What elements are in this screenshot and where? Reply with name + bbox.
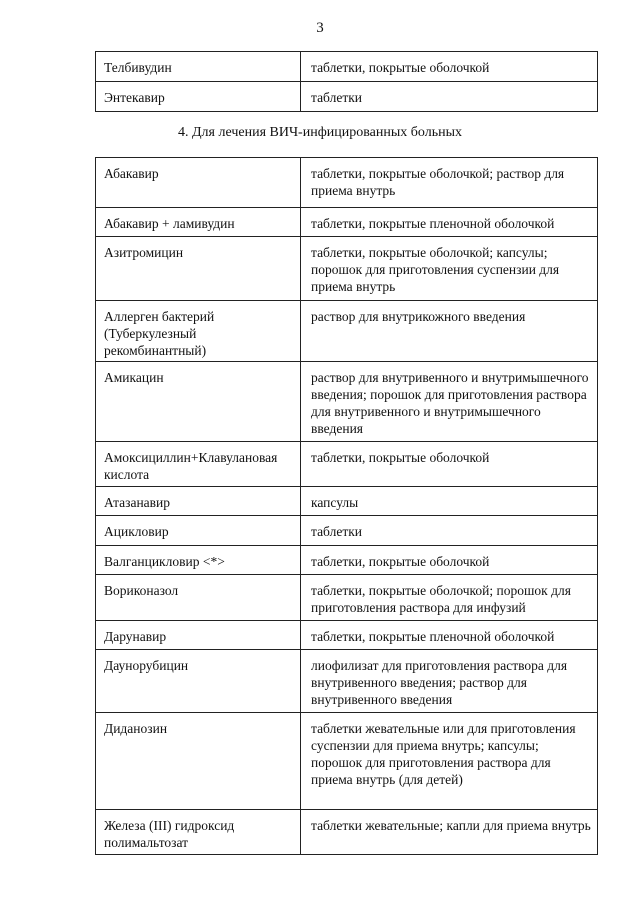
dosage-form-cell: таблетки, покрытые оболочкой: [301, 442, 598, 487]
table-row: [96, 237, 598, 301]
dosage-form-cell: лиофилизат для приготовления раствора для внутривенного введения; раствор для внутривенного введения: [301, 650, 598, 713]
dosage-form-cell: таблетки, покрытые оболочкой; раствор для приема внутрь: [301, 158, 598, 208]
drug-name-cell: Амикацин: [96, 362, 301, 442]
dosage-form-cell: таблетки: [301, 82, 598, 112]
table-row: [96, 810, 598, 855]
dosage-form-cell: капсулы: [301, 487, 598, 516]
drug-name-cell: Вориконазол: [96, 575, 301, 621]
table-row: [96, 52, 598, 82]
table-row: [96, 516, 598, 546]
dosage-form-cell: таблетки: [301, 516, 598, 546]
table-row: [96, 158, 598, 208]
table-row: [96, 442, 598, 487]
table-row: [96, 713, 598, 810]
dosage-form-cell: таблетки, покрытые оболочкой: [301, 546, 598, 575]
drug-name-cell: Аллерген бактерий (Туберкулезный рекомбинантный): [96, 301, 301, 362]
drug-name-cell: Дарунавир: [96, 621, 301, 650]
drug-name-cell: Даунорубицин: [96, 650, 301, 713]
dosage-form-cell: таблетки, покрытые пленочной оболочкой: [301, 208, 598, 237]
dosage-form-cell: таблетки жевательные; капли для приема внутрь: [301, 810, 598, 855]
dosage-form-cell: таблетки, покрытые оболочкой; капсулы; порошок для приготовления суспензии для приема внутрь: [301, 237, 598, 301]
section-title: 4. Для лечения ВИЧ-инфицированных больных: [178, 125, 462, 140]
page-number: 3: [316, 20, 324, 36]
drug-name-cell: Ацикловир: [96, 516, 301, 546]
table-row: [96, 208, 598, 237]
table-row: [96, 362, 598, 442]
drug-name-cell: Атазанавир: [96, 487, 301, 516]
hiv-drug-table: [95, 157, 598, 855]
table-row: [96, 82, 598, 112]
dosage-form-cell: раствор для внутрикожного введения: [301, 301, 598, 362]
drug-name-cell: Энтекавир: [96, 82, 301, 112]
dosage-form-cell: раствор для внутривенного и внутримышечного введения; порошок для приготовления раствора для внутривенного и внутримышечного введения: [301, 362, 598, 442]
drug-name-cell: Железа (III) гидроксид полимальтозат: [96, 810, 301, 855]
drug-name-cell: Азитромицин: [96, 237, 301, 301]
drug-name-cell: Валганцикловир <*>: [96, 546, 301, 575]
table-row: [96, 301, 598, 362]
dosage-form-cell: таблетки жевательные или для приготовления суспензии для приема внутрь; капсулы; порошок для приготовления раствора для приема внутрь (для детей): [301, 713, 598, 810]
drug-name-cell: Диданозин: [96, 713, 301, 810]
drug-name-cell: Амоксициллин+Клавулановая кислота: [96, 442, 301, 487]
drug-name-cell: Абакавир + ламивудин: [96, 208, 301, 237]
dosage-form-cell: таблетки, покрытые пленочной оболочкой: [301, 621, 598, 650]
table-row: [96, 650, 598, 713]
table-row: [96, 575, 598, 621]
dosage-form-cell: таблетки, покрытые оболочкой; порошок для приготовления раствора для инфузий: [301, 575, 598, 621]
table-row: [96, 487, 598, 516]
drug-name-cell: Телбивудин: [96, 52, 301, 82]
top-drug-table: [95, 51, 598, 112]
table-row: [96, 621, 598, 650]
drug-name-cell: Абакавир: [96, 158, 301, 208]
dosage-form-cell: таблетки, покрытые оболочкой: [301, 52, 598, 82]
table-row: [96, 546, 598, 575]
